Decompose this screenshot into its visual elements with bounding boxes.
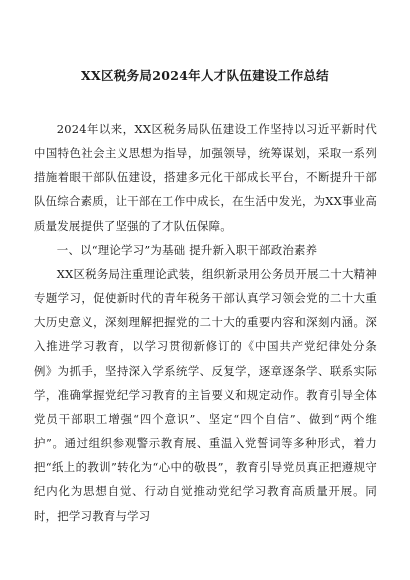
document-title: XX区税务局2024年人才队伍建设工作总结 — [81, 68, 329, 83]
intro-paragraph: 2024年以来，XX区税务局队伍建设工作坚持以习近平新时代中国特色社会主义思想为指导，加强领导，统筹谋划，采取一系列措施着眼干部队伍建设，搭建多元化干部成长平台，不断提升干部队伍综合素质，让干部在工作中成长，在生活中发光，为XX事业高质量发展提供了坚强的了才队伍保障。 — [34, 122, 377, 233]
section-heading: 一、以“理论学习”为基础 提升新入职干部政治素养 — [56, 242, 318, 257]
document-body — [34, 117, 377, 528]
body-paragraph: XX区税务局注重理论武装，组织新录用公务员开展二十大精神专题学习，促使新时代的青年税务干部认真学习领会党的二十大重大历史意义，深刻理解把握党的二十大的重要内容和深刻内涵。深入推进学习教育，以学习贯彻新修订的《中国共产党纪律处分条例》为抓手，坚持深入学系统学、反复学，逐章逐条学、联系实际学，准确掌握党纪学习教育的主旨要义和规定动作。教育引导全体党员干部职工增强“四个意识”、坚定“四个自信”、做到“两个维护”。通过组织参观警示教育展、重温入党誓词等多种形式，着力把“纸上的教训”转化为“心中的敬畏”，教育引导党员真正把遵规守纪内化为思想自觉、行动自觉推动党纪学习教育高质量开展。同时，把学习教育与学习 — [34, 266, 377, 523]
